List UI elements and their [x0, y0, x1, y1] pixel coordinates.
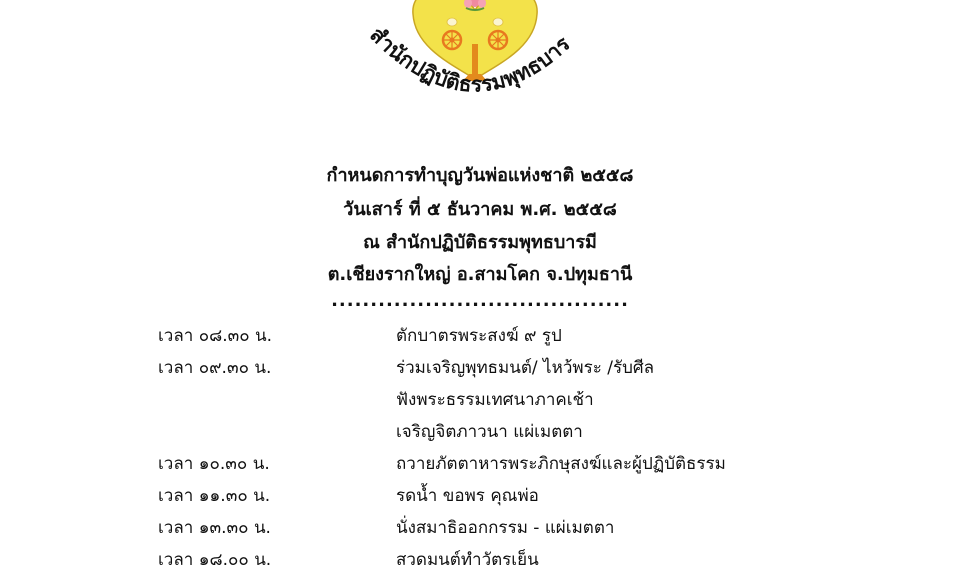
logo-institute-name: สำนักปฏิบัติธรรมพุทธบาร [365, 22, 575, 97]
lotus-flower-icon [464, 0, 486, 10]
schedule-row [0, 514, 960, 546]
schedule-time: เวลา ๑๓.๓๐ น. [158, 518, 271, 538]
schedule-time: เวลา ๑๐.๓๐ น. [158, 454, 270, 474]
dharma-wheel-left-icon [443, 31, 461, 49]
event-location: ต.เชียงรากใหญ่ อ.สามโคก จ.ปทุมธานี [327, 264, 633, 285]
schedule-row [0, 546, 960, 578]
separator-dots: ...................................... [331, 290, 629, 311]
schedule-activity: ถวายภัตตาหารพระภิกษุสงฆ์และผู้ปฏิบัติธรรม [396, 454, 726, 474]
schedule-time: เวลา ๑๑.๓๐ น. [158, 486, 271, 506]
schedule-time: เวลา ๐๘.๓๐ น. [158, 326, 273, 346]
schedule-activity: ฟังพระธรรมเทศนาภาคเช้า [396, 390, 594, 410]
schedule-activity: นั่งสมาธิออกกรรม - แผ่เมตตา [396, 518, 615, 538]
schedule-activity: รดน้ำ ขอพร คุณพ่อ [396, 486, 539, 506]
small-lotus-right-icon [493, 18, 503, 26]
schedule-row [0, 418, 960, 450]
schedule-activity: สวดมนต์ทำวัตรเย็น [396, 550, 539, 570]
schedule-row [0, 322, 960, 354]
dharma-wheel-right-icon [489, 31, 507, 49]
schedule-activity: ตักบาตรพระสงฆ์ ๙ รูป [396, 326, 562, 346]
schedule-activity: เจริญจิตภาวนา แผ่เมตตา [396, 422, 583, 442]
event-venue: ณ สำนักปฏิบัติธรรมพุทธบารมี [363, 232, 597, 253]
schedule-row [0, 482, 960, 514]
schedule-row [0, 386, 960, 418]
schedule-time: เวลา ๐๙.๓๐ น. [158, 358, 272, 378]
bodhi-leaf-logo [355, 0, 595, 124]
small-lotus-left-icon [447, 18, 457, 26]
event-date: วันเสาร์ ที่ ๕ ธันวาคม พ.ศ. ๒๕๕๘ [343, 199, 617, 220]
schedule-time: เวลา ๑๘.๐๐ น. [158, 550, 272, 570]
event-title: กำหนดการทำบุญวันพ่อแห่งชาติ ๒๕๕๘ [326, 165, 634, 186]
schedule-row [0, 354, 960, 386]
schedule-row [0, 450, 960, 482]
schedule-activity: ร่วมเจริญพุทธมนต์/ ไหว้พระ /รับศีล [396, 358, 655, 378]
